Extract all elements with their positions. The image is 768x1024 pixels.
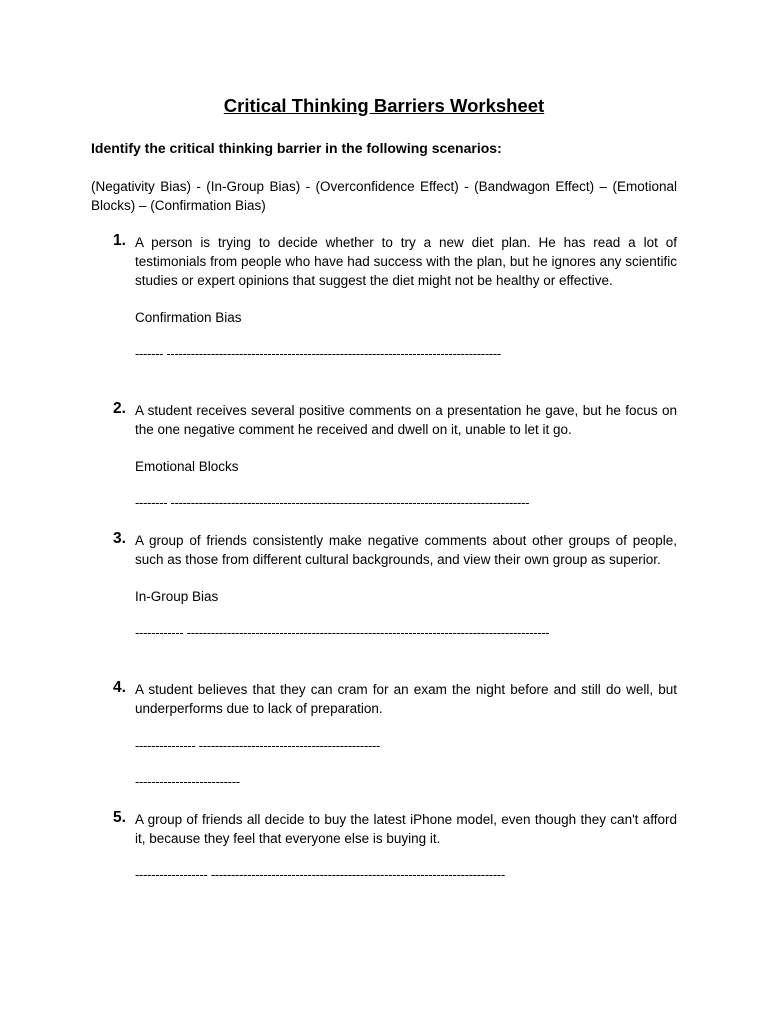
barrier-options: (Negativity Bias) - (In-Group Bias) - (Overconfidence Effect) - (Bandwagon Effect) – (Emotional Blocks) – (Confirmation Bias) <box>91 179 677 213</box>
question-2 <box>91 401 677 512</box>
question-3 <box>91 531 677 642</box>
question-number: 3. <box>113 530 126 547</box>
question-text: A student believes that they can cram for an exam the night before and still do well, but underperforms due to lack of preparation. <box>135 682 677 716</box>
answer-line: ------------------ ------------------------------------------------------------------------- <box>135 867 505 882</box>
question-number: 2. <box>113 400 126 417</box>
question-text: A student receives several positive comments on a presentation he gave, but he focus on the one negative comment he received and dwell on it, unable to let it go. <box>135 403 677 437</box>
answer-line-secondary: -------------------------- <box>135 774 240 789</box>
answer-line: ------------ ------------------------------------------------------------------------------------------ <box>135 625 550 640</box>
answer-line: --------------- --------------------------------------------- <box>135 738 381 753</box>
question-answer: Confirmation Bias <box>135 310 242 325</box>
answer-line: -------- ----------------------------------------------------------------------------------------- <box>135 495 530 510</box>
answer-line: ------- ----------------------------------------------------------------------------------- <box>135 346 501 361</box>
question-1 <box>91 233 677 363</box>
question-answer: Emotional Blocks <box>135 459 239 474</box>
question-4 <box>91 680 677 791</box>
question-text: A group of friends consistently make negative comments about other groups of people, such as those from different cultural backgrounds, and view their own group as superior. <box>135 533 677 567</box>
question-number: 5. <box>113 809 126 826</box>
page-title: Critical Thinking Barriers Worksheet <box>223 95 545 116</box>
instructions-heading: Identify the critical thinking barrier in the following scenarios: <box>91 140 502 156</box>
question-number: 4. <box>113 679 126 696</box>
question-answer: In-Group Bias <box>135 589 219 604</box>
question-number: 1. <box>113 232 126 249</box>
question-text: A group of friends all decide to buy the latest iPhone model, even though they can't afford it, because they feel that everyone else is buying it. <box>135 812 677 846</box>
question-text: A person is trying to decide whether to try a new diet plan. He has read a lot of testimonials from people who have had success with the plan, but he ignores any scientific studies or expert opinions that suggest the diet might not be healthy or effective. <box>135 235 677 288</box>
question-5 <box>91 810 677 884</box>
